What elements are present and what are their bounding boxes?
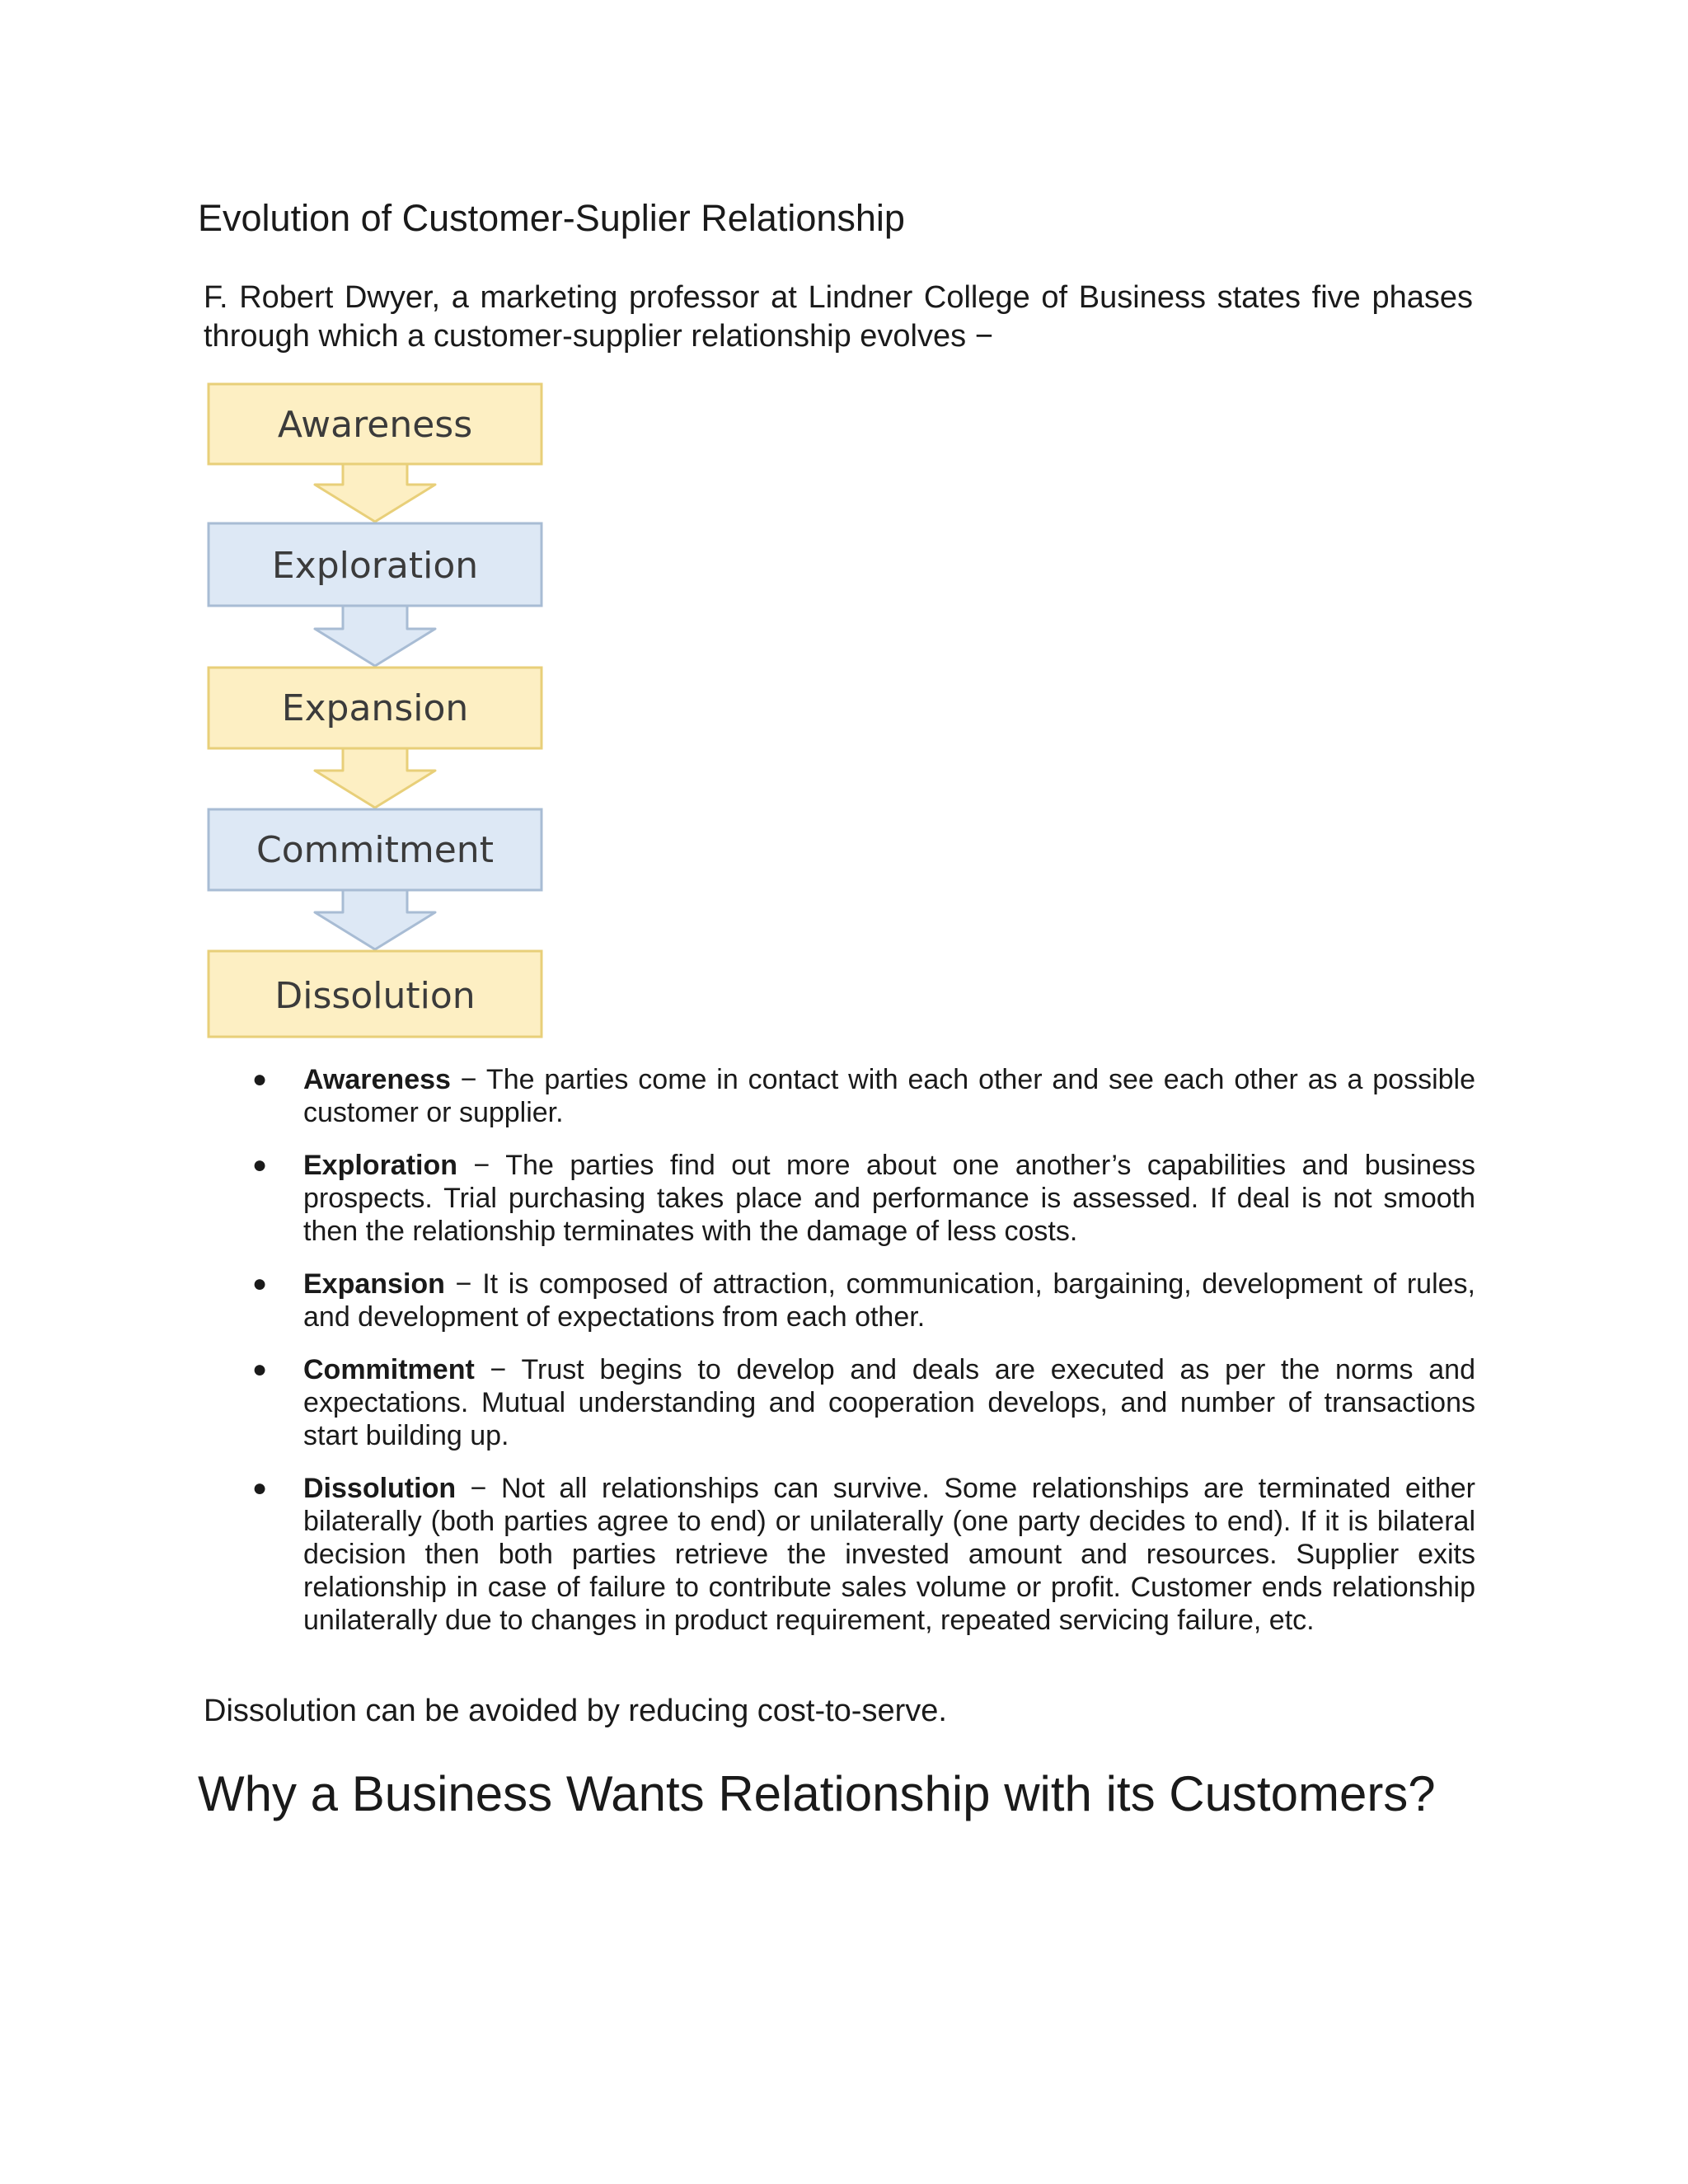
phase-description: − It is composed of attraction, communication, bargaining, development of rules, and development of expectations from each other.	[303, 1268, 1475, 1333]
list-item	[247, 1472, 1475, 1637]
phase-term: Commitment	[303, 1354, 475, 1385]
phase-description: − The parties find out more about one another’s capabilities and business prospects. Trial purchasing takes place and performance is assessed. If deal is not smooth then the relationship terminates with the damage of less costs.	[303, 1150, 1475, 1247]
stage-label-commitment: Commitment	[256, 829, 494, 871]
arrow-commitment-to-dissolution	[315, 890, 435, 949]
bullet-dot: ●	[252, 1066, 268, 1093]
phase-description: − Trust begins to develop and deals are executed as per the norms and expectations. Mutual understanding and cooperation develops, and number of transactions start building up.	[303, 1354, 1475, 1451]
phase-descriptions-list	[247, 1063, 1475, 1657]
intro-paragraph: F. Robert Dwyer, a marketing professor at Lindner College of Business states five phases through which a customer-supplier relationship evolves −	[204, 280, 1473, 354]
bullet-dot: ●	[252, 1356, 268, 1383]
section-heading: Why a Business Wants Relationship with its Customers?	[198, 1766, 1436, 1821]
stage-label-awareness: Awareness	[277, 404, 473, 446]
list-item	[247, 1063, 1475, 1129]
phase-description: − Not all relationships can survive. Some relationships are terminated either bilaterally (both parties agree to end) or unilaterally (one party decides to end). If it is bilateral decision then both parties retrieve the invested amount and resources. Supplier exits relationship in case of failure to contribute sales volume or profit. Customer ends relationship unilaterally due to changes in product requirement, repeated servicing failure, etc.	[303, 1473, 1475, 1636]
bullet-dot: ●	[252, 1151, 268, 1179]
bullet-dot: ●	[252, 1270, 268, 1297]
arrow-exploration-to-expansion	[315, 606, 435, 666]
arrow-awareness-to-exploration	[315, 464, 435, 522]
stage-label-exploration: Exploration	[271, 545, 479, 587]
list-item	[247, 1353, 1475, 1452]
phase-term: Dissolution	[303, 1473, 457, 1504]
phase-description: − The parties come in contact with each other and see each other as a possible customer or supplier.	[303, 1064, 1475, 1128]
bullet-dot: ●	[252, 1474, 268, 1502]
stage-label-dissolution: Dissolution	[274, 975, 476, 1017]
list-item	[247, 1268, 1475, 1333]
list-item	[247, 1149, 1475, 1248]
phase-term: Expansion	[303, 1268, 445, 1300]
closing-sentence: Dissolution can be avoided by reducing cost-to-serve.	[204, 1694, 947, 1728]
relationship-phases-diagram	[206, 382, 544, 1041]
stage-label-expansion: Expansion	[281, 687, 469, 729]
phase-term: Exploration	[303, 1150, 458, 1181]
section-title: Evolution of Customer-Suplier Relationship	[198, 197, 905, 239]
arrow-expansion-to-commitment	[315, 748, 435, 808]
phase-term: Awareness	[303, 1064, 451, 1095]
